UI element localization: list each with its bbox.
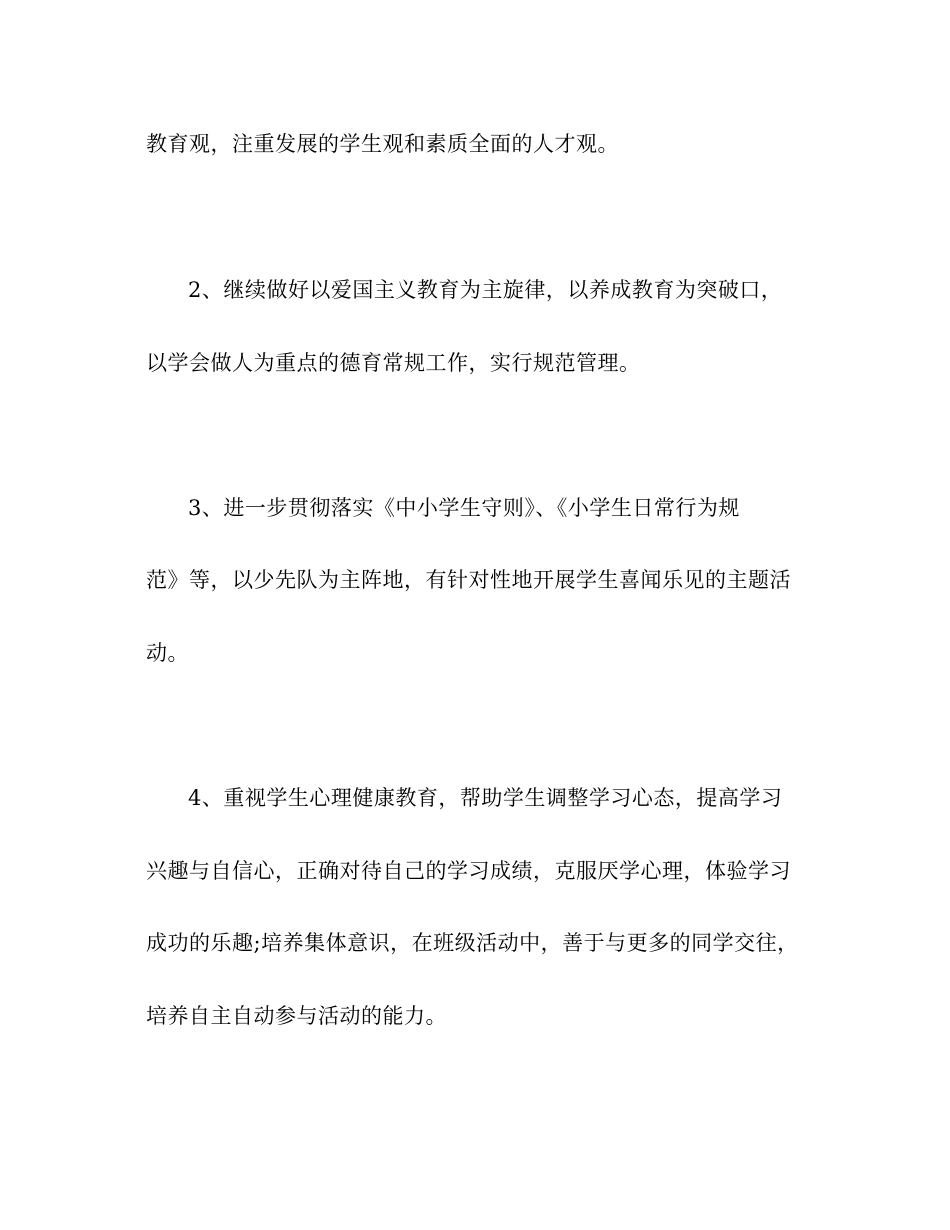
paragraph-3-line-1: 3、进一步贯彻落实《中小学生守则》、《小学生日常行为规	[188, 496, 740, 520]
paragraph-4-line-1: 4、重视学生心理健康教育，帮助学生调整学习心态，提高学习	[188, 786, 783, 810]
paragraph-1-line-1: 教育观，注重发展的学生观和素质全面的人才观。	[146, 132, 619, 156]
paragraph-4-line-3: 成功的乐趣;培养集体意识，在班级活动中，善于与更多的同学交往，	[146, 931, 799, 955]
paragraph-4-line-4: 培养自主自动参与活动的能力。	[146, 1004, 447, 1028]
paragraph-2-line-2: 以学会做人为重点的德育常规工作，实行规范管理。	[146, 351, 641, 375]
paragraph-4-line-2: 兴趣与自信心，正确对待自己的学习成绩，克服厌学心理，体验学习	[146, 859, 791, 883]
paragraph-3-line-2: 范》等，以少先队为主阵地，有针对性地开展学生喜闻乐见的主题活	[146, 568, 791, 592]
paragraph-2-line-1: 2、继续做好以爱国主义教育为主旋律，以养成教育为突破口，	[188, 278, 783, 302]
paragraph-3-line-3: 动。	[146, 641, 189, 665]
